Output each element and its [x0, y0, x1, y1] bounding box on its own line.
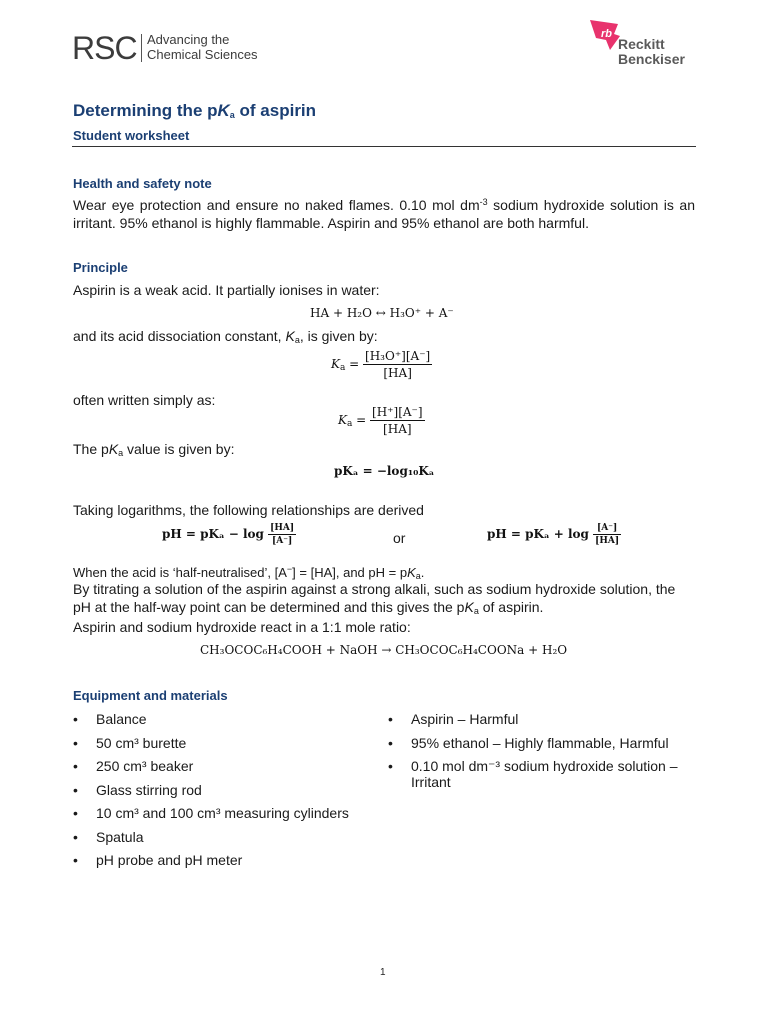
- rsc-logo-divider: [141, 34, 142, 62]
- ka-simple-denominator: [HA]: [383, 422, 412, 436]
- rsc-tagline: [147, 33, 258, 62]
- list-item: • 0.10 mol dm⁻³ sodium hydroxide solution – Irritant: [388, 758, 698, 790]
- ph-eq-plus-den: [HA]: [595, 536, 620, 546]
- ionisation-equation: HA + H₂O ↔ H₃O⁺ + A⁻: [310, 306, 454, 320]
- list-item: • Spatula: [73, 829, 373, 845]
- rsc-tagline-line1: Advancing the: [147, 32, 230, 47]
- ka-eq-denominator: [HA]: [383, 366, 412, 380]
- titrate-a: By titrating a solution of the aspirin against a strong alkali, such as sodium hydroxide solution, the pH at the half-way point can be determined and this gives the p: [73, 581, 676, 615]
- title-suffix: of aspirin: [234, 101, 317, 120]
- title-divider: [72, 146, 696, 147]
- pka-intro-a: The p: [73, 441, 109, 457]
- ka-simple-equation: $K_a$ = $\frac{[H^+][A^-]}{[HA]}$: [338, 405, 423, 436]
- principle-heading: Principle: [73, 260, 128, 275]
- list-item: • 95% ethanol – Highly flammable, Harmful: [388, 735, 698, 751]
- pka-intro-b: value is given by:: [123, 441, 235, 457]
- ka-simple-sub: a: [346, 419, 353, 429]
- health-heading: Health and safety note: [73, 176, 212, 191]
- ph-equation-plus: [487, 523, 621, 546]
- ka-equation: $K_a$ = $\frac{\text{[H₃O⁺][A⁻]}}{[HA]}$: [331, 349, 431, 380]
- ka-intro-k: K: [285, 328, 295, 344]
- equipment-list-left: [73, 711, 373, 876]
- list-item: • 10 cm³ and 100 cm³ measuring cylinders: [73, 805, 373, 821]
- half-b: ] = [HA], and pH = p: [292, 565, 408, 580]
- list-item: • 50 cm³ burette: [73, 735, 373, 751]
- ph-eq-plus-left: pH = pKₐ + log: [487, 527, 589, 541]
- ka-simple-numerator: [H⁺][A⁻]: [372, 405, 423, 419]
- ka-eq-numerator: [H₃O⁺][A⁻]: [365, 349, 431, 363]
- list-item: • pH probe and pH meter: [73, 852, 373, 868]
- list-item: • Balance: [73, 711, 373, 727]
- ph-eq-minus-den: [A⁻]: [271, 536, 293, 546]
- list-item: • 250 cm³ beaker: [73, 758, 373, 774]
- title-k: K: [217, 101, 230, 120]
- title-prefix: Determining the p: [73, 101, 218, 120]
- health-text-b: sodium hydroxide solution is an irritant. 95% ethanol is highly flammable. Aspirin and 95% ethanol are both harmful.: [73, 197, 695, 231]
- health-text-a: Wear eye protection and ensure no naked flames. 0.10 mol dm: [73, 197, 480, 213]
- rb-wordmark-line2: Benckiser: [618, 51, 685, 67]
- health-exp: -3: [479, 197, 488, 207]
- half-sub: a: [415, 571, 421, 581]
- or-text: or: [393, 530, 406, 546]
- list-item: • Aspirin – Harmful: [388, 711, 698, 727]
- half-c: .: [420, 565, 425, 580]
- page-title: [73, 101, 316, 121]
- principle-intro: Aspirin is a weak acid. It partially ionises in water:: [73, 282, 380, 298]
- equipment-heading: Equipment and materials: [73, 688, 228, 703]
- ka-intro: [73, 327, 378, 345]
- ka-eq-lhs: K: [331, 357, 340, 371]
- logs-intro: Taking logarithms, the following relationships are derived: [73, 502, 424, 518]
- simply-text: often written simply as:: [73, 392, 216, 408]
- titrate-b: of aspirin.: [478, 599, 544, 615]
- ka-intro-sub: a: [294, 335, 300, 345]
- half-sup: −: [286, 564, 293, 574]
- ph-eq-minus-num: [HA]: [270, 523, 295, 533]
- titration-text: [73, 580, 695, 616]
- rsc-logo: RSC: [72, 30, 137, 66]
- half-k: K: [407, 565, 416, 580]
- page-number: 1: [380, 967, 386, 978]
- health-text: [73, 196, 695, 232]
- half-a: When the acid is ‘half-neutralised’, [A: [73, 565, 287, 580]
- titrate-k: K: [464, 599, 474, 615]
- ka-simple-lhs: K: [338, 413, 347, 427]
- pka-intro-k: K: [108, 441, 119, 457]
- ka-intro-b: , is given by:: [299, 328, 378, 344]
- pka-equation: pKₐ = −log₁₀Kₐ: [334, 464, 435, 478]
- reckitt-benckiser-wordmark: [618, 37, 685, 67]
- titrate-sub: a: [473, 606, 479, 616]
- ph-equation-minus: [162, 523, 296, 546]
- neutralisation-equation: CH₃OCOC₆H₄COOH + NaOH → CH₃OCOC₆H₄COONa + H₂O: [200, 643, 568, 657]
- rb-flag-letters: rb: [601, 28, 612, 40]
- title-sub: a: [229, 110, 235, 120]
- ph-eq-plus-num: [A⁻]: [593, 523, 621, 535]
- rsc-tagline-line2: Chemical Sciences: [147, 46, 258, 62]
- pka-intro: [73, 440, 234, 458]
- list-item: • Glass stirring rod: [73, 782, 373, 798]
- page-subtitle: Student worksheet: [73, 128, 190, 143]
- rb-wordmark-line1: Reckitt: [618, 36, 665, 52]
- mole-ratio-text: Aspirin and sodium hydroxide react in a 1:1 mole ratio:: [73, 619, 411, 635]
- ka-eq-sub: a: [339, 363, 346, 373]
- materials-list-right: [388, 711, 698, 798]
- pka-intro-sub: a: [118, 448, 124, 458]
- ph-eq-minus-left: pH = pKₐ − log: [162, 527, 264, 541]
- ka-intro-a: and its acid dissociation constant,: [73, 328, 286, 344]
